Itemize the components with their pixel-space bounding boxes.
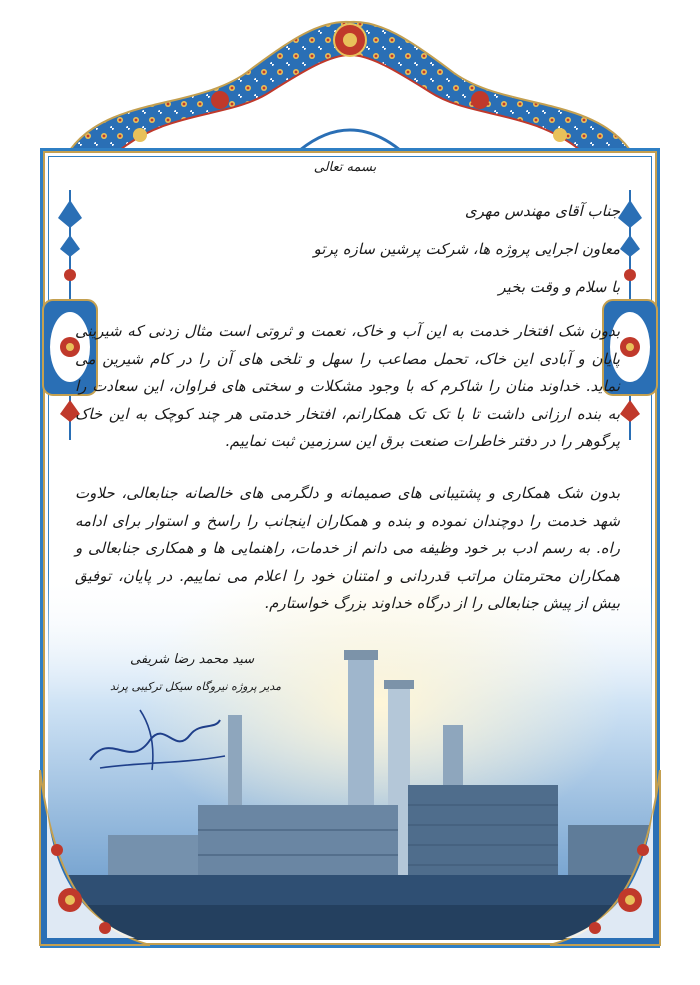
bottom-right-corner-ornament — [545, 770, 665, 950]
body-paragraph-1: بدون شک افتخار خدمت به این آب و خاک، نعمت و ثروتی است مثال زدنی که شیرینی پایان و آبادی این خاک، تحمل مصاعب را سهل و تلخی های آن را در کام شیرین می نماید. خداوند منان را شاکرم که با وجود مشکلات و سختی های فراوان، این سعادت را به بنده ارزانی داشت تا با تک تک همکارانم، افتخار خدمتی هر چند کوچک به این خاک پرگوهر را در دفتر خاطرات صنعت برق این سرزمین ثبت نماییم. — [75, 322, 620, 450]
bottom-left-corner-ornament — [35, 770, 155, 950]
signatory-title: مدیر پروژه نیروگاه سیکل ترکیبی پرند — [110, 680, 281, 693]
bismillah-heading: بسمه تعالی — [313, 160, 377, 175]
greeting: با سلام و وقت بخیر — [498, 278, 620, 296]
signatory-name: سید محمد رضا شریفی — [130, 652, 255, 667]
handwritten-signature — [80, 690, 230, 780]
body-paragraph-2: بدون شک همکاری و پشتیبانی های صمیمانه و دلگرمی های خالصانه جنابعالی، حلاوت شهد خدمت را دوچندان نموده و بنده و همکاران اینجانب را راسخ و استوار برای ادامه راه. به رسم ادب بر خود وظیفه می دانم از خدمات، راهنمایی ها و همکاری جنابعالی و همکاران محترمتان مراتب قدردانی و امتنان خود را اعلام می نماییم. در پایان، توفیق بیش از پیش جنابعالی را از درگاه خداوند بزرگ خواستارم. — [75, 484, 620, 612]
top-ornament — [0, 0, 700, 160]
recipient-position: معاون اجرایی پروژه ها، شرکت پرشین سازه پرتو — [313, 240, 620, 258]
recipient-salutation: جناب آقای مهندس مهری — [464, 202, 620, 220]
